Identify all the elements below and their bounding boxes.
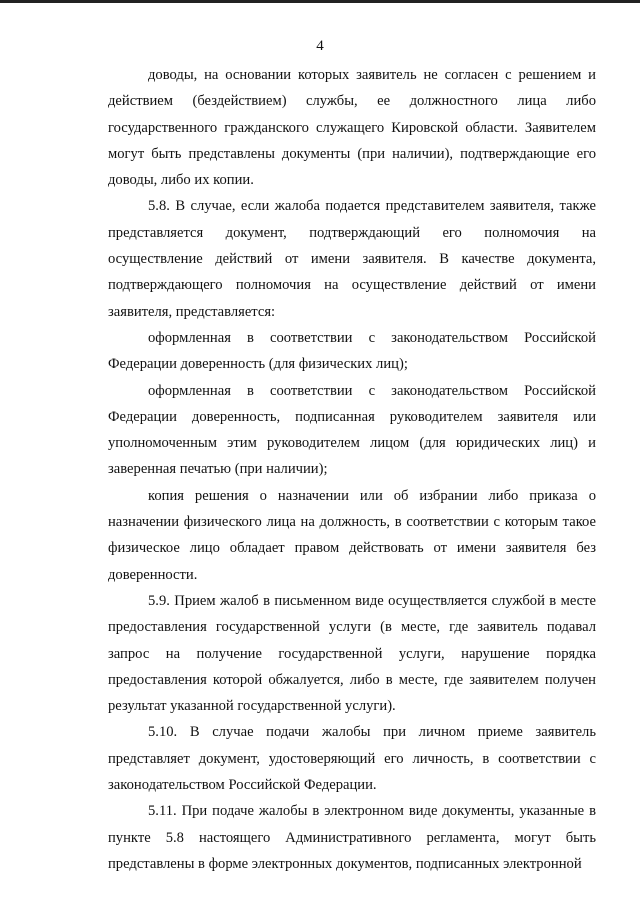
paragraph-item-legal-entities: оформленная в соответствии с законодательством Российской Федерации доверенность, подписанная руководителем заявителя или уполномоченным этим руководителем лицом (для юридических лиц) и заверенная печатью (при наличии); (108, 382, 596, 478)
document-body (108, 62, 596, 877)
paragraph-item-individuals: оформленная в соответствии с законодательством Российской Федерации доверенность (для физических лиц); (108, 329, 596, 373)
paragraph-5-9: 5.9. Прием жалоб в письменном виде осуществляется службой в месте предоставления государственной услуги (в месте, где заявитель подавал запрос на получение государственной услуги, нарушение порядка предоставления которой обжалуется, либо в месте, где заявителем получен результат указанной государственной услуги). (108, 592, 596, 715)
paragraph-5-11: 5.11. При подаче жалобы в электронном виде документы, указанные в пункте 5.8 настоящего Административного регламента, могут быть представлены в форме электронных документов, подписанных электронной (108, 803, 596, 872)
paragraph-item-appointment-copy: копия решения о назначении или об избрании либо приказа о назначении физического лица на должность, в соответствии с которым такое физическое лицо обладает правом действовать от имени заявителя без доверенности. (108, 487, 596, 583)
paragraph-5-10: 5.10. В случае подачи жалобы при личном приеме заявитель представляет документ, удостоверяющий его личность, в соответствии с законодательством Российской Федерации. (108, 724, 596, 794)
paragraph-5-8: 5.8. В случае, если жалоба подается представителем заявителя, также представляется документ, подтверждающий его полномочия на осуществление действий от имени заявителя. В качестве документа, подтверждающего полномочия на осуществление действий от имени заявителя, представляется: (108, 198, 596, 320)
top-scan-edge (0, 0, 640, 3)
paragraph-continuation: доводы, на основании которых заявитель не согласен с решением и действием (бездействием) службы, ее должностного лица либо государственного гражданского служащего Кировской области. Заявителем могут быть представлены документы (при наличии), подтверждающие его доводы, либо их копии. (108, 67, 596, 189)
page-number: 4 (316, 38, 324, 54)
